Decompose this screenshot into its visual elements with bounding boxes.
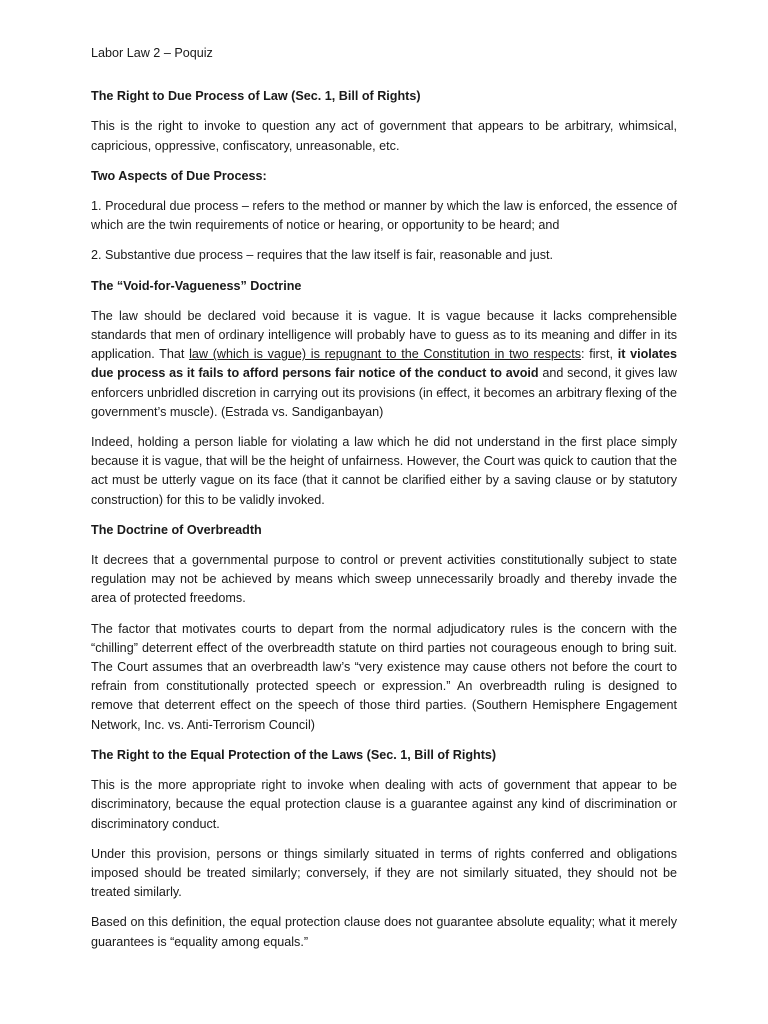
heading-void-for-vagueness: The “Void-for-Vagueness” Doctrine (91, 278, 302, 293)
underlined-text: law (which is vague) is repugnant to the Constitution in two respects (189, 347, 582, 362)
paragraph-overbreadth-1: It decrees that a governmental purpose to control or prevent activities constitutionally subject to state regulation may not be achieved by means which sweep unnecessarily broadly and thereby invade the area of protected freedoms. (91, 553, 677, 606)
paragraph-equal-protection-3: Based on this definition, the equal protection clause does not guarantee absolute equality; what it merely guarantees is “equality among equals.” (91, 915, 677, 949)
text-run: : first, (581, 347, 618, 362)
paragraph-equal-protection-1: This is the more appropriate right to invoke when dealing with acts of government that appear to be discriminatory, because the equal protection clause is a guarantee against any kind of discrimination or discriminatory conduct. (91, 778, 677, 831)
text-run: The law should be declared void because it is vague. It is vague because it lacks comprehensible standards that men of ordinary intelligence will probably have to guess as to its meaning and differ in its application. That (91, 308, 677, 362)
paragraph-vagueness-2: Indeed, holding a person liable for violating a law which he did not understand in the first place simply because it is vague, that will be the height of unfairness. However, the Court was quick to caution that the act must be utterly vague on its face (that it cannot be clarified either by a saving clause or by statutory construction) for this to be validly invoked. (91, 435, 677, 507)
heading-equal-protection: The Right to the Equal Protection of the Laws (Sec. 1, Bill of Rights) (91, 747, 497, 762)
document-page (91, 44, 677, 963)
paragraph-due-process: This is the right to invoke to question any act of government that appears to be arbitrary, whimsical, capricious, oppressive, confiscatory, unreasonable, etc. (91, 119, 677, 153)
paragraph-vagueness-1 (91, 307, 677, 422)
paragraph-equal-protection-2: Under this provision, persons or things similarly situated in terms of rights conferred and obligations imposed should be treated similarly; conversely, if they are not similarly situated, they should not be treated similarly. (91, 846, 677, 900)
heading-two-aspects: Two Aspects of Due Process: (91, 168, 267, 183)
document-header: Labor Law 2 – Poquiz (91, 46, 213, 60)
paragraph-overbreadth-2: The factor that motivates courts to depart from the normal adjudicatory rules is the concern with the “chilling” deterrent effect of the overbreadth statute on third parties not courageous enough to bring suit. The Court assumes that an overbreadth law’s “very existence may cause others not before the court to refrain from constitutionally protected speech or expression.” An overbreadth ruling is designed to remove that deterrent effect on the speech of those third parties. (Southern Hemisphere Engagement Network, Inc. vs. Anti-Terrorism Council) (91, 621, 677, 732)
bold-text: it violates due process as it fails to afford persons fair notice of the conduct to avoid (91, 347, 677, 381)
heading-due-process: The Right to Due Process of Law (Sec. 1, Bill of Rights) (91, 89, 421, 104)
text-run: and second, it gives law enforcers unbridled discretion in carrying out its provisions (in effect, it becomes an arbitrary flexing of the government’s muscle). (Estrada vs. Sandiganbayan) (91, 366, 677, 419)
heading-overbreadth: The Doctrine of Overbreadth (91, 522, 262, 537)
list-item-substantive: 2. Substantive due process – requires that the law itself is fair, reasonable and just. (91, 248, 554, 263)
list-item-procedural: 1. Procedural due process – refers to the method or manner by which the law is enforced, the essence of which are the twin requirements of notice or hearing, or opportunity to be heard; and (91, 199, 677, 233)
